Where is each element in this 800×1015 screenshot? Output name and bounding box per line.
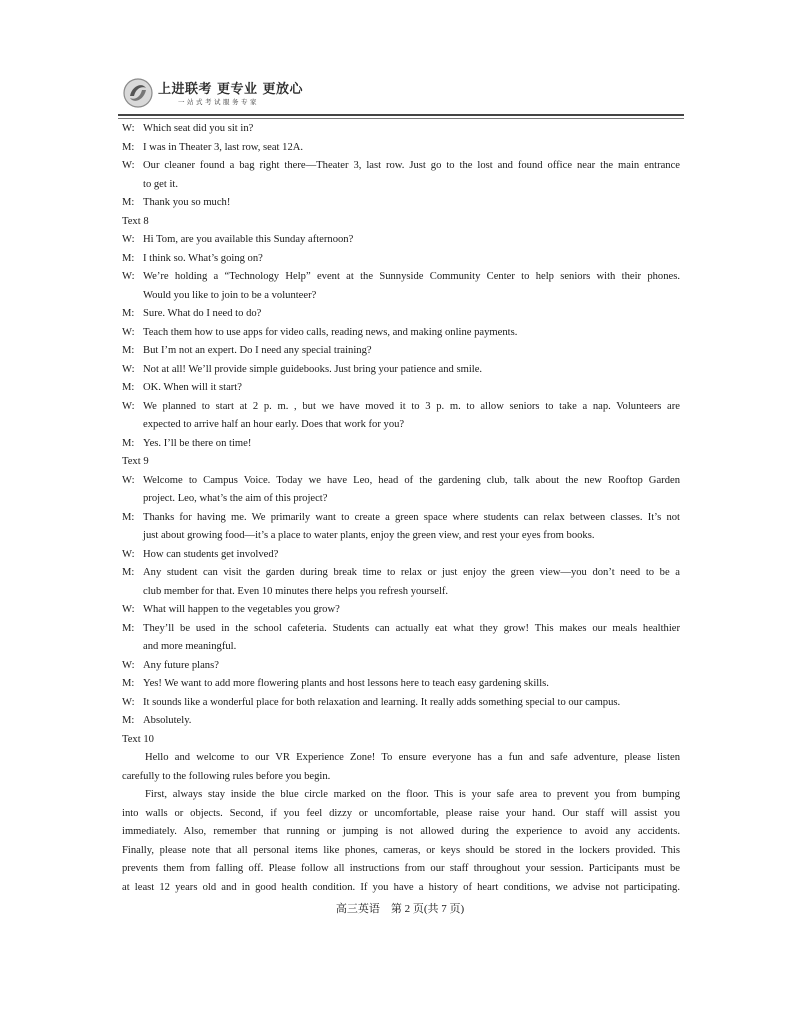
dialogue-line: [122, 157, 680, 176]
text-line: [122, 749, 680, 768]
section-heading: [122, 213, 680, 232]
line-text: We planned to start at 2 p. m. , but we have moved it to 3 p. m. to allow seniors to take a nap. Volunteers are: [143, 400, 680, 412]
dialogue-line: [122, 694, 680, 713]
line-text: carefully to the following rules before you begin.: [122, 770, 331, 782]
logo-icon: [122, 76, 154, 110]
line-text: We’re holding a “Technology Help” event at the Sunnyside Community Center to help seniors with their phones.: [143, 271, 680, 282]
speaker-label: M:: [122, 678, 135, 689]
dialogue-line: [122, 564, 680, 583]
text-line: [122, 176, 680, 195]
line-text: prevents them from falling off. Please follow all instructions from our staff throughout your session. Participants must be: [122, 863, 680, 874]
page-footer: 高三英语 第 2 页(共 7 页): [335, 903, 465, 915]
line-text: First, always stay inside the blue circle marked on the floor. This is your safe area to prevent you from bumping: [145, 789, 680, 800]
speaker-label: W:: [122, 363, 135, 375]
speaker-label: W:: [122, 123, 135, 134]
dialogue-line: [122, 620, 680, 639]
document-body: [122, 120, 680, 897]
section-heading: [122, 453, 680, 472]
line-text: They’ll be used in the school cafeteria. Students can actually eat what they grow! This makes our meals healthier: [143, 622, 680, 634]
dialogue-line: [122, 231, 680, 250]
line-text: OK. When will it start?: [143, 382, 242, 393]
line-text: How can students get involved?: [143, 548, 279, 560]
speaker-label: W:: [122, 659, 135, 671]
text-line: [122, 842, 680, 861]
line-text: Text 9: [122, 456, 149, 467]
header-rule-thin: [118, 118, 684, 119]
line-text: club member for that. Even 10 minutes there helps you refresh yourself.: [143, 585, 449, 597]
page-header: [118, 70, 684, 118]
line-text: immediately. Also, remember that running or jumping is not allowed during the experience to avoid any accidents.: [122, 826, 680, 837]
line-text: It sounds like a wonderful place for both relaxation and learning. It really adds something special to our campus.: [143, 696, 621, 708]
dialogue-line: [122, 324, 680, 343]
header-rule: [118, 114, 684, 116]
line-text: Thank you so much!: [143, 197, 231, 208]
speaker-label: M:: [122, 252, 135, 264]
speaker-label: M:: [122, 715, 135, 726]
line-text: Text 8: [122, 215, 149, 227]
text-line: [122, 823, 680, 842]
line-text: into walls or objects. Second, if you feel dizzy or uncomfortable, please raise your hand. Our staff will assist you: [122, 807, 680, 819]
text-line: [122, 860, 680, 879]
line-text: Hello and welcome to our VR Experience Zone! To ensure everyone has a fun and safe adventure, please listen: [145, 752, 680, 763]
text-line: [122, 583, 680, 602]
speaker-label: M:: [122, 345, 135, 356]
line-text: Which seat did you sit in?: [143, 123, 254, 134]
speaker-label: W:: [122, 474, 135, 486]
speaker-label: W:: [122, 326, 135, 338]
dialogue-line: [122, 268, 680, 287]
line-text: I think so. What’s going on?: [143, 252, 263, 264]
line-text: project. Leo, what’s the aim of this project?: [143, 493, 328, 504]
speaker-label: M:: [122, 197, 135, 208]
dialogue-line: [122, 472, 680, 491]
speaker-label: M:: [122, 511, 135, 523]
line-text: Thanks for having me. We primarily want to create a green space where students can relax between classes. It’s not: [143, 511, 680, 523]
line-text: Any student can visit the garden during break time to relax or just enjoy the green view—you don’t need to be a: [143, 567, 680, 578]
dialogue-line: [122, 435, 680, 454]
speaker-label: W:: [122, 548, 135, 560]
dialogue-line: [122, 139, 680, 158]
line-text: Our cleaner found a bag right there—Theater 3, last row. Just go to the lost and found office near the main entrance: [143, 160, 680, 171]
line-text: Yes. I’ll be there on time!: [143, 437, 252, 449]
dialogue-line: [122, 509, 680, 528]
dialogue-line: [122, 305, 680, 324]
line-text: and more meaningful.: [143, 641, 237, 652]
speaker-label: W:: [122, 160, 135, 171]
line-text: What will happen to the vegetables you grow?: [143, 604, 340, 615]
dialogue-line: [122, 342, 680, 361]
speaker-label: W:: [122, 400, 135, 412]
dialogue-line: [122, 712, 680, 731]
speaker-label: W:: [122, 271, 135, 282]
speaker-label: M:: [122, 622, 135, 634]
text-line: [122, 805, 680, 824]
logo-subtitle: 一站式考试服务专家: [178, 98, 259, 106]
text-line: [122, 287, 680, 306]
text-line: [122, 879, 680, 898]
line-text: at least 12 years old and in good health condition. If you have a history of heart conditions, we advise not participating.: [122, 881, 680, 893]
line-text: expected to arrive half an hour early. Does that work for you?: [143, 419, 405, 430]
line-text: Teach them how to use apps for video calls, reading news, and making online payments.: [143, 326, 518, 338]
speaker-label: W:: [122, 604, 135, 615]
line-text: Finally, please note that all personal items like phones, cameras, or keys should be stored in the lockers provided. This: [122, 844, 680, 856]
line-text: Absolutely.: [143, 715, 192, 726]
dialogue-line: [122, 601, 680, 620]
text-line: [122, 786, 680, 805]
dialogue-line: [122, 194, 680, 213]
line-text: Sure. What do I need to do?: [143, 308, 262, 319]
line-text: Would you like to join to be a volunteer?: [143, 289, 317, 301]
dialogue-line: [122, 379, 680, 398]
line-text: to get it.: [143, 178, 179, 190]
dialogue-line: [122, 675, 680, 694]
section-heading: [122, 731, 680, 750]
text-line: [122, 768, 680, 787]
line-text: Text 10: [122, 733, 154, 745]
line-text: I was in Theater 3, last row, seat 12A.: [143, 141, 304, 153]
line-text: Hi Tom, are you available this Sunday afternoon?: [143, 234, 354, 245]
line-text: But I’m not an expert. Do I need any special training?: [143, 345, 372, 356]
speaker-label: M:: [122, 308, 135, 319]
text-line: [122, 490, 680, 509]
line-text: Not at all! We’ll provide simple guidebooks. Just bring your patience and smile.: [143, 363, 483, 375]
dialogue-line: [122, 361, 680, 380]
line-text: Welcome to Campus Voice. Today we have Leo, head of the gardening club, talk about the new Rooftop Garden: [143, 474, 680, 486]
speaker-label: M:: [122, 437, 135, 449]
speaker-label: M:: [122, 567, 135, 578]
dialogue-line: [122, 250, 680, 269]
dialogue-line: [122, 657, 680, 676]
dialogue-line: [122, 398, 680, 417]
line-text: just about growing food—it’s a place to water plants, enjoy the green view, and rest your eyes from books.: [143, 530, 595, 541]
dialogue-line: [122, 546, 680, 565]
speaker-label: W:: [122, 234, 135, 245]
text-line: [122, 638, 680, 657]
dialogue-line: [122, 120, 680, 139]
text-line: [122, 527, 680, 546]
speaker-label: M:: [122, 382, 135, 393]
line-text: Yes! We want to add more flowering plants and host lessons here to teach easy gardening skills.: [143, 678, 549, 689]
speaker-label: M:: [122, 141, 135, 153]
text-line: [122, 416, 680, 435]
line-text: Any future plans?: [143, 659, 219, 671]
speaker-label: W:: [122, 696, 135, 708]
logo-title: 上进联考 更专业 更放心: [158, 82, 304, 97]
